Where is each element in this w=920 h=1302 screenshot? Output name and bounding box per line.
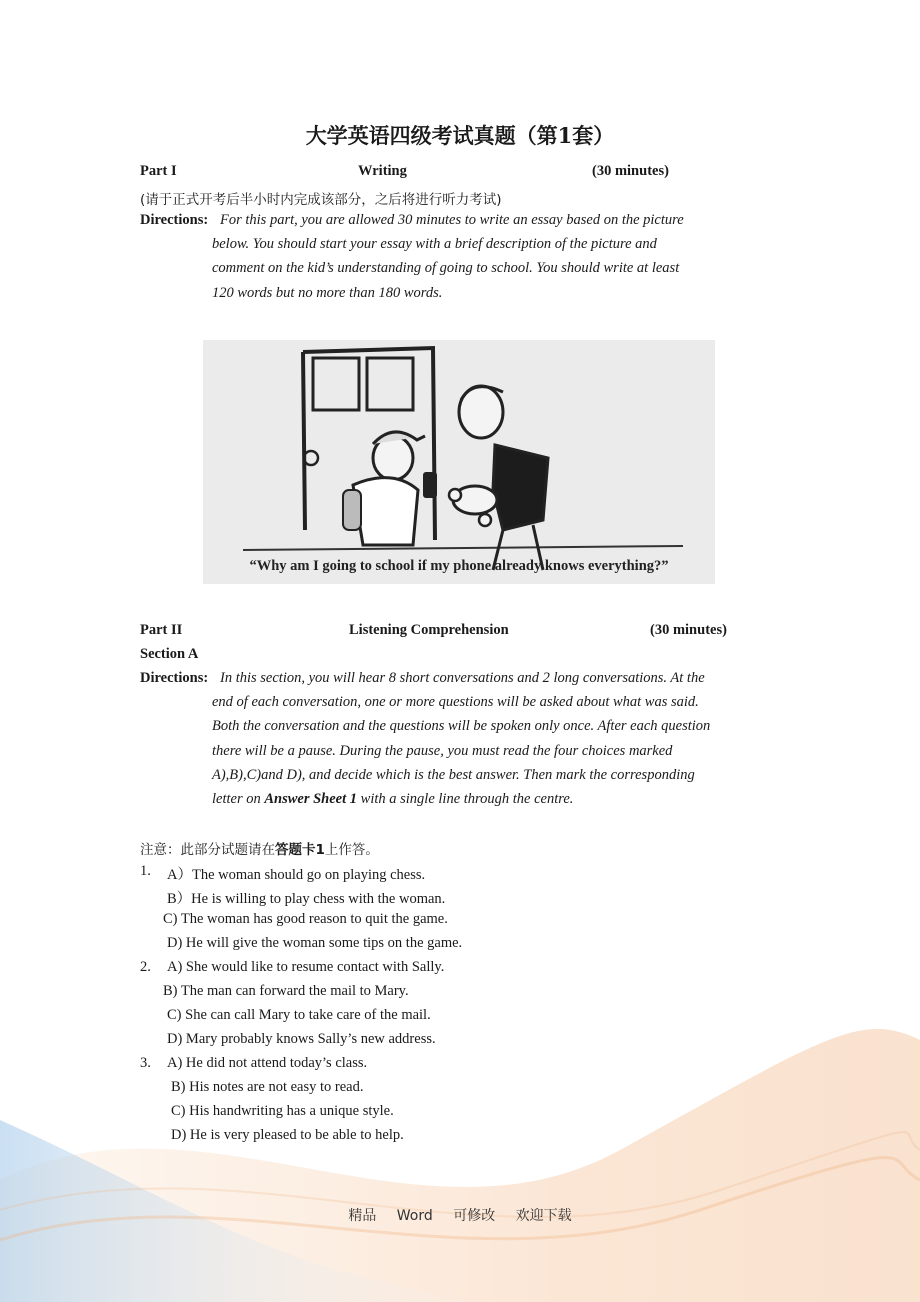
writing-directions-line: For this part, you are allowed 30 minutes to write an essay based on the picture: [220, 212, 684, 228]
question-option: B）He is willing to play chess with the woman.: [167, 891, 446, 907]
answer-sheet-emphasis: Answer Sheet 1: [264, 791, 358, 808]
notice-emphasis: 答题卡1: [275, 842, 325, 858]
page-title: 大学英语四级考试真题（第1套）: [305, 123, 615, 148]
question-option: D) He will give the woman some tips on the game.: [167, 935, 463, 951]
question-option: B) His notes are not easy to read.: [171, 1079, 364, 1095]
writing-directions-line: comment on the kid’s understanding of going to school. You should write at least: [212, 260, 680, 277]
question-option: C) His handwriting has a unique style.: [171, 1103, 394, 1119]
section-a-heading: Section A: [140, 646, 199, 662]
directions-text: with a single line through the centre.: [357, 791, 574, 808]
cartoon-caption: “Why am I going to school if my phone already knows everything?”: [249, 558, 669, 574]
question-option: D) He is very pleased to be able to help.: [171, 1127, 404, 1143]
part1-note: (请于正式开考后半小时内完成该部分，之后将进行听力考试): [140, 192, 502, 208]
writing-directions-label: Directions:: [140, 212, 209, 228]
listening-directions-line: [140, 787, 781, 811]
listening-directions-label: Directions:: [140, 670, 209, 686]
part2-label: Part II: [140, 622, 183, 638]
question-option: C) The woman has good reason to quit the game.: [163, 911, 448, 927]
cartoon-illustration: [203, 340, 715, 584]
part2-time: (30 minutes): [650, 622, 727, 638]
question-option: A) She would like to resume contact with Sally.: [167, 959, 445, 975]
question-option: B) The man can forward the mail to Mary.: [163, 983, 409, 999]
notice-line: [140, 838, 379, 858]
question-option: A) He did not attend today’s class.: [167, 1055, 368, 1071]
question-option: C) She can call Mary to take care of the mail.: [167, 1007, 431, 1023]
part1-name: Writing: [358, 163, 407, 179]
cartoon-image: [203, 340, 715, 584]
notice-text: 注意：此部分试题请在: [140, 842, 275, 858]
footer-text: Word: [396, 1208, 433, 1224]
question-option: D) Mary probably knows Sally’s new address.: [167, 1031, 436, 1047]
page-footer: [0, 1205, 920, 1225]
listening-directions-text: [140, 666, 781, 811]
part2-name: Listening Comprehension: [349, 622, 509, 638]
part1-time: (30 minutes): [592, 163, 669, 179]
listening-directions-line: A),B),C)and D), and decide which is the best answer. Then mark the corresponding: [212, 766, 695, 783]
writing-directions-line: below. You should start your essay with a brief description of the picture and: [212, 236, 657, 253]
question-option: A）The woman should go on playing chess.: [167, 867, 426, 883]
question-number: 3.: [140, 1055, 151, 1071]
listening-directions-line: end of each conversation, one or more questions will be asked about what was said.: [212, 694, 699, 711]
notice-text: 上作答。: [324, 842, 379, 858]
footer-text: 精品: [348, 1208, 377, 1224]
footer-text: 欢迎下载: [515, 1208, 572, 1224]
question-number: 2.: [140, 959, 151, 975]
writing-directions-text: [140, 208, 760, 305]
writing-directions-line: 120 words but no more than 180 words.: [212, 284, 443, 301]
footer-text: 可修改: [453, 1208, 496, 1224]
part1-label: Part I: [140, 163, 177, 179]
listening-directions-line: there will be a pause. During the pause, you must read the four choices marked: [212, 742, 673, 759]
question-number: 1.: [140, 863, 151, 879]
listening-directions-line: Both the conversation and the questions will be spoken only once. After each question: [212, 718, 711, 735]
listening-directions-line: In this section, you will hear 8 short conversations and 2 long conversations. At the: [220, 670, 705, 686]
directions-text: letter on: [212, 791, 265, 808]
